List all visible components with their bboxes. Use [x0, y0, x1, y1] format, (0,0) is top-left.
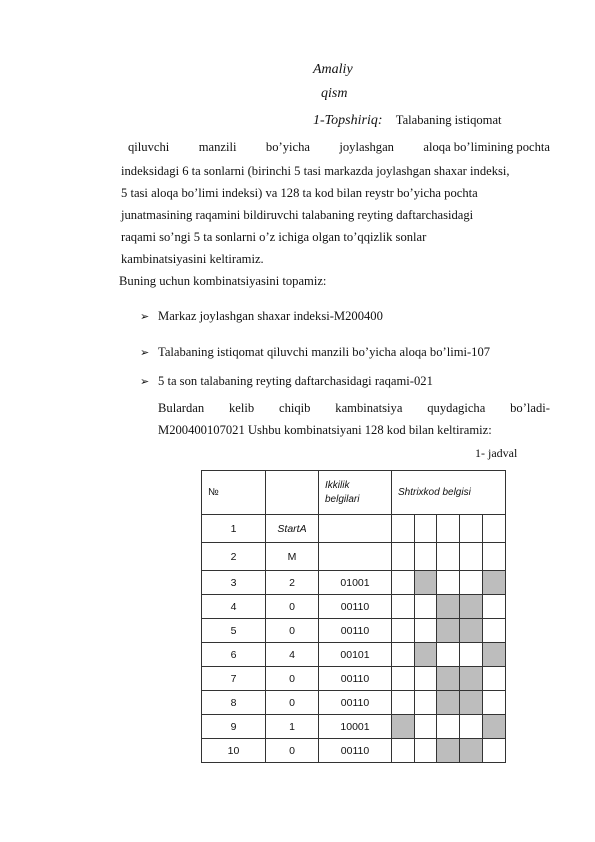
barcode-bar-cell — [392, 715, 415, 739]
barcode-space-cell — [437, 543, 460, 571]
row-char-cell: 0 — [266, 691, 319, 715]
bullet-text: Markaz joylashgan shaxar indeksi-M200400 — [158, 309, 383, 323]
task-word: aloqa bo’limining pochta — [423, 140, 550, 154]
row-char-cell: StartA — [266, 515, 319, 543]
row-binary-cell: 00110 — [319, 667, 392, 691]
row-number-cell: 4 — [202, 595, 266, 619]
table-row — [202, 667, 506, 691]
barcode-space-cell — [437, 643, 460, 667]
task-line: raqami so’ngi 5 ta sonlarni o’z ichiga olgan to’qqizlik sonlar — [121, 230, 427, 244]
barcode-space-cell — [483, 667, 506, 691]
row-number-cell: 8 — [202, 691, 266, 715]
row-binary-cell — [319, 543, 392, 571]
task-first-line-rest: Talabaning istiqomat — [395, 113, 502, 127]
result-line-2: M200400107021 Ushbu kombinatsiyani 128 kod bilan keltiramiz: — [158, 423, 492, 437]
barcode-bar-cell — [460, 667, 483, 691]
barcode-space-cell — [483, 515, 506, 543]
result-word: chiqib — [278, 401, 311, 415]
barcode-bar-cell — [483, 715, 506, 739]
row-char-cell: 0 — [266, 619, 319, 643]
barcode-bar-cell — [460, 739, 483, 763]
header-char — [266, 471, 319, 515]
row-number-cell: 1 — [202, 515, 266, 543]
barcode-space-cell — [460, 643, 483, 667]
barcode-table — [201, 470, 506, 763]
barcode-space-cell — [392, 515, 415, 543]
header-num: № — [202, 471, 266, 515]
table-row — [202, 643, 506, 667]
row-number-cell: 3 — [202, 571, 266, 595]
task-word: qiluvchi — [128, 140, 170, 154]
barcode-space-cell — [392, 595, 415, 619]
barcode-bar-cell — [415, 643, 437, 667]
row-number-cell: 9 — [202, 715, 266, 739]
result-line-1 — [158, 401, 550, 416]
task-line: 5 tasi aloqa bo’limi indeksi) va 128 ta kod bilan reystr bo’yicha pochta — [121, 186, 478, 200]
result-word: quydagicha — [427, 401, 486, 415]
header-ikkilik — [319, 471, 392, 515]
arrow-bullet-icon: ➢ — [140, 375, 150, 388]
barcode-space-cell — [483, 543, 506, 571]
task-word: joylashgan — [339, 140, 394, 154]
barcode-space-cell — [415, 515, 437, 543]
bullet-text: Talabaning istiqomat qiluvchi manzili bo’yicha aloqa bo’limi-107 — [158, 345, 491, 359]
row-char-cell: 1 — [266, 715, 319, 739]
row-binary-cell: 10001 — [319, 715, 392, 739]
barcode-space-cell — [415, 691, 437, 715]
barcode-space-cell — [392, 739, 415, 763]
barcode-bar-cell — [437, 667, 460, 691]
row-binary-cell: 00101 — [319, 643, 392, 667]
bullet-item — [140, 374, 433, 389]
barcode-bar-cell — [460, 619, 483, 643]
table-row — [202, 739, 506, 763]
row-number-cell: 10 — [202, 739, 266, 763]
barcode-space-cell — [460, 715, 483, 739]
table-row — [202, 571, 506, 595]
barcode-space-cell — [437, 515, 460, 543]
task-word: bo’yicha — [265, 140, 310, 154]
row-char-cell: 0 — [266, 595, 319, 619]
barcode-space-cell — [483, 595, 506, 619]
table-caption: 1- jadval — [475, 446, 518, 460]
barcode-space-cell — [392, 643, 415, 667]
barcode-space-cell — [392, 691, 415, 715]
table-row — [202, 691, 506, 715]
barcode-space-cell — [415, 715, 437, 739]
barcode-bar-cell — [437, 595, 460, 619]
barcode-space-cell — [437, 571, 460, 595]
result-word: Bulardan — [158, 401, 205, 415]
row-number-cell: 6 — [202, 643, 266, 667]
row-binary-cell: 00110 — [319, 691, 392, 715]
barcode-space-cell — [415, 739, 437, 763]
heading-topshiriq: 1-Topshiriq: — [313, 113, 383, 128]
row-number-cell: 7 — [202, 667, 266, 691]
table-row — [202, 595, 506, 619]
table-row — [202, 543, 506, 571]
header-ikkilik-line2: belgilari — [325, 493, 360, 505]
barcode-bar-cell — [460, 595, 483, 619]
result-word: kelib — [228, 401, 255, 415]
barcode-bar-cell — [415, 571, 437, 595]
row-binary-cell: 00110 — [319, 595, 392, 619]
row-binary-cell: 00110 — [319, 739, 392, 763]
barcode-space-cell — [415, 543, 437, 571]
row-binary-cell: 00110 — [319, 619, 392, 643]
barcode-bar-cell — [483, 571, 506, 595]
heading-amaliy: Amaliy — [313, 62, 353, 77]
barcode-bar-cell — [483, 643, 506, 667]
table-row — [202, 715, 506, 739]
task-line: kambinatsiyasini keltiramiz. — [121, 252, 264, 266]
task-line: junatmasining raqamini bildiruvchi talabaning reyting daftarchasidagi — [121, 208, 474, 222]
table-row — [202, 515, 506, 543]
task-intro: Buning uchun kombinatsiyasini topamiz: — [119, 274, 327, 288]
arrow-bullet-icon: ➢ — [140, 310, 150, 323]
row-number-cell: 5 — [202, 619, 266, 643]
barcode-space-cell — [392, 571, 415, 595]
row-number-cell: 2 — [202, 543, 266, 571]
result-word: bo’ladi- — [510, 401, 550, 415]
arrow-bullet-icon: ➢ — [140, 346, 150, 359]
header-shtrix: Shtrixkod belgisi — [392, 471, 506, 515]
heading-qism: qism — [321, 86, 348, 101]
barcode-space-cell — [460, 571, 483, 595]
task-second-line — [122, 140, 550, 155]
barcode-space-cell — [483, 739, 506, 763]
row-binary-cell: 01001 — [319, 571, 392, 595]
header-ikkilik-line1: Ikkilik — [325, 479, 350, 491]
task-first-line — [313, 112, 502, 129]
barcode-space-cell — [415, 619, 437, 643]
barcode-bar-cell — [437, 619, 460, 643]
barcode-space-cell — [460, 515, 483, 543]
row-char-cell: 2 — [266, 571, 319, 595]
row-char-cell: 4 — [266, 643, 319, 667]
barcode-space-cell — [415, 595, 437, 619]
row-char-cell: 0 — [266, 739, 319, 763]
bullet-text: 5 ta son talabaning reyting daftarchasidagi raqami-021 — [158, 374, 433, 388]
barcode-bar-cell — [437, 739, 460, 763]
result-word: kambinatsiya — [335, 401, 403, 415]
barcode-table-body — [202, 471, 506, 763]
table-row — [202, 619, 506, 643]
barcode-bar-cell — [460, 691, 483, 715]
table-header-row — [202, 471, 506, 515]
row-binary-cell — [319, 515, 392, 543]
bullet-item — [140, 309, 383, 324]
barcode-space-cell — [483, 619, 506, 643]
barcode-space-cell — [392, 619, 415, 643]
barcode-space-cell — [437, 715, 460, 739]
barcode-space-cell — [392, 543, 415, 571]
barcode-space-cell — [460, 543, 483, 571]
barcode-space-cell — [392, 667, 415, 691]
row-char-cell: 0 — [266, 667, 319, 691]
task-line: indeksidagi 6 ta sonlarni (birinchi 5 tasi markazda joylashgan shaxar indeksi, — [121, 164, 510, 178]
row-char-cell: M — [266, 543, 319, 571]
task-word: manzili — [198, 140, 237, 154]
barcode-space-cell — [415, 667, 437, 691]
bullet-item — [140, 345, 490, 360]
barcode-space-cell — [483, 691, 506, 715]
barcode-bar-cell — [437, 691, 460, 715]
